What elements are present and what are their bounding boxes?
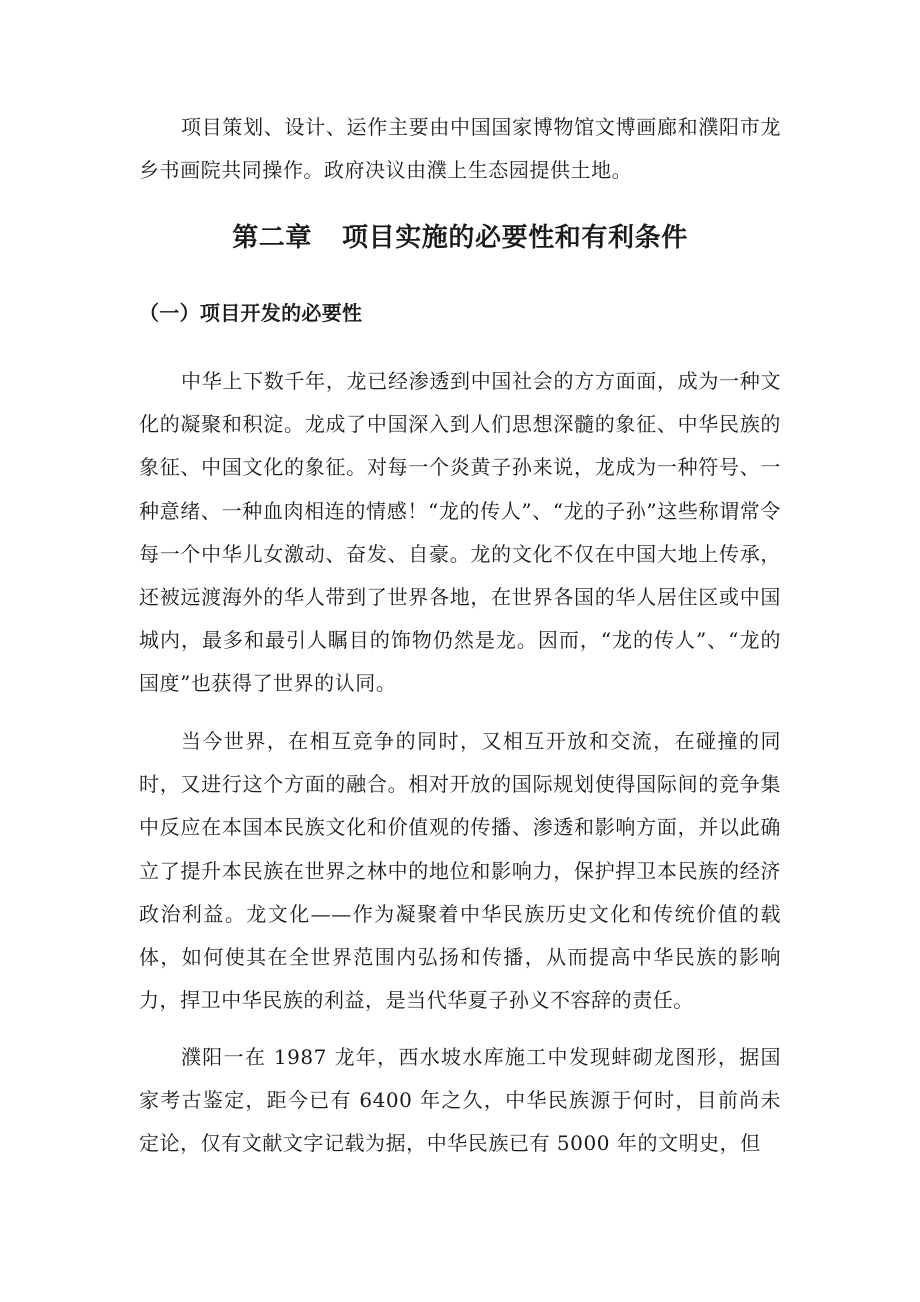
chapter-number: 第二章 — [232, 223, 312, 253]
body-paragraph: 中华上下数千年，龙已经渗透到中国社会的方方面面，成为一种文化的凝聚和积淀。龙成了中国深入到人们思想深髓的象征、中华民族的象征、中国文化的象征。对每一个炎黄子孙来说，龙成为一种符号、一种意绪、一种血肉相连的情感！“龙的传人”、“龙的子孙”这些称谓常令每一个中华儿女激动、奋发、自豪。龙的文化不仅在中国大地上传承，还被远渡海外的华人带到了世界各地，在世界各国的华人居住区或中国城内，最多和最引人瞩目的饰物仍然是龙。因而，“龙的传人”、“龙的国度”也获得了世界的认同。 — [139, 369, 781, 696]
chapter-title: 项目实施的必要性和有利条件 — [342, 223, 688, 253]
intro-paragraph: 项目策划、设计、运作主要由中国国家博物馆文博画廊和濮阳市龙乡书画院共同操作。政府决议由濮上生态园提供土地。 — [139, 115, 781, 183]
chapter-heading — [0, 216, 920, 260]
section-heading: （一）项目开发的必要性 — [139, 301, 363, 325]
body-paragraph: 濮阳一在 1987 龙年，西水坡水库施工中发现蚌砌龙图形，据国家考古鉴定，距今已有 6400 年之久，中华民族源于何时，目前尚未定论，仅有文献文字记载为据，中华民族已有 5000 年的文明史，但 — [139, 1045, 781, 1156]
body-paragraph: 当今世界，在相互竞争的同时，又相互开放和交流，在碰撞的同时，又进行这个方面的融合。相对开放的国际规划使得国际间的竞争集中反应在本国本民族文化和价值观的传播、渗透和影响方面，并以此确立了提升本民族在世界之林中的地位和影响力，保护捍卫本民族的经济政治利益。龙文化——作为凝聚着中华民族历史文化和传统价值的载体，如何使其在全世界范围内弘扬和传播，从而提高中华民族的影响力，捍卫中华民族的利益，是当代华夏子孙义不容辞的责任。 — [139, 729, 781, 1013]
